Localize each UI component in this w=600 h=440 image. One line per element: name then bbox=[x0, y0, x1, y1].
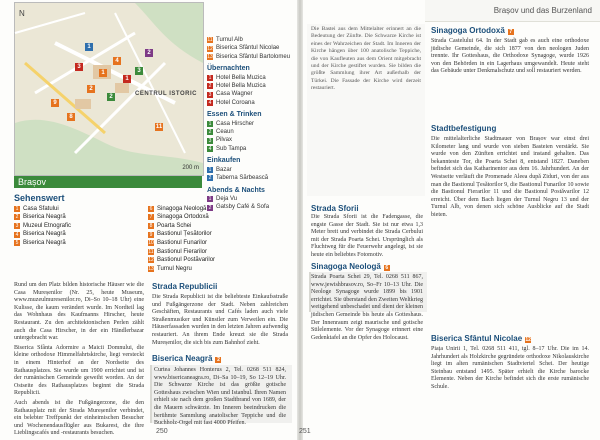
legend-item bbox=[207, 145, 293, 153]
legend-night-heading: Abends & Nachts bbox=[207, 186, 265, 194]
legend-label: Biserica Sfântul Bartolomeu bbox=[216, 53, 291, 60]
legend-item bbox=[207, 136, 293, 144]
heading-biserica-sfantul-nicolae bbox=[431, 334, 531, 343]
map-number-badge: 7 bbox=[149, 214, 153, 221]
sight-item bbox=[148, 205, 268, 214]
legend-label: Sub Tampa bbox=[216, 145, 247, 152]
map-number-badge: 2 bbox=[208, 175, 212, 182]
sight-item bbox=[148, 213, 268, 222]
map-drawing bbox=[15, 3, 203, 175]
sights-column-1 bbox=[14, 205, 134, 274]
legend-item bbox=[207, 99, 293, 107]
text-sinagoga-neologa: Strada Poarta Schei 29, Tel. 0268 511 867, www.jewishbrasov.ro, So–Fr 10–13 Uhr. Die Neologe Synagoge wurde 1899 bis 1901 errichtet. Sie überstand den Zweiten Weltkrieg weitgehend unbeschadet und dient der kleinen jüdischen Gemeinde bis heute als Gotteshaus. Der Innenraum zeigt maurische und gotische Stilelemente. Vor der Synagoge erinnert eine Gedenktafel an die Opfer des Holocaust. bbox=[311, 274, 423, 341]
map-number-badge: 2 bbox=[217, 357, 220, 363]
legend-item bbox=[207, 44, 293, 52]
sight-item bbox=[14, 205, 134, 214]
sight-item bbox=[14, 222, 134, 231]
map-number-badge: 3 bbox=[15, 223, 19, 230]
legend-label: Biserica Neagră bbox=[23, 231, 66, 238]
map-number-badge: 1 bbox=[208, 120, 212, 127]
map-number-badge: 1 bbox=[15, 205, 19, 212]
legend-label: Hotel Coroana bbox=[216, 99, 255, 106]
map-number-badge: 6 bbox=[149, 205, 153, 212]
legend-sights-list bbox=[207, 36, 293, 61]
legend-label: Casa Hirscher bbox=[216, 120, 255, 127]
heading-biserica-neagra bbox=[152, 354, 221, 363]
map-legend bbox=[207, 36, 293, 212]
heading-text: Biserica Sfântul Nicolae bbox=[431, 334, 523, 343]
text-biserica-neagra: Curtea Johannes Honterus 2, Tel. 0268 511 824, www.bisericaneagra.ro, Di–Sa 10–19, So 12–19 Uhr. Die Schwarze Kirche ist das größte gotische Gotteshaus zwischen Wien und Istanbul. Ihren Namen erhielt sie nach dem großen Stadtbrand von 1689, der die Mauern schwärzte. Im Inneren beeindrucken die berühmte Sammlung anatolischer Teppiche und die Buchholz-Orgel mit fast 4000 Pfeifen. bbox=[154, 367, 286, 427]
legend-shop-list bbox=[207, 166, 293, 183]
sight-item bbox=[148, 239, 268, 248]
legend-label: Hotel Bella Muzica bbox=[216, 74, 266, 81]
map-number-badge: 1 bbox=[208, 196, 212, 203]
legend-item bbox=[207, 36, 293, 44]
running-head: Brașov und das Burzenland bbox=[425, 0, 600, 22]
legend-label: Bastionul Fierarilor bbox=[157, 248, 208, 255]
page-number-left: 250 bbox=[156, 428, 168, 435]
map-number-badge: 7 bbox=[509, 29, 513, 35]
legend-sleep-heading: Übernachten bbox=[207, 65, 250, 73]
legend-label: Biserica Neagră bbox=[23, 239, 66, 246]
legend-label: Biserica Neagră bbox=[23, 214, 66, 221]
legend-label: Turnul Alb bbox=[216, 37, 243, 43]
legend-sleep-list bbox=[207, 74, 293, 108]
map-number-badge: 2 bbox=[15, 214, 19, 221]
map-number-badge: 13 bbox=[148, 266, 154, 273]
map-number-badge: 9 bbox=[149, 231, 153, 238]
heading-text: Biserica Neagră bbox=[152, 354, 213, 363]
map-pin: 2 bbox=[145, 49, 153, 57]
heading-sinagoga-neologa bbox=[311, 262, 390, 271]
map-number-badge: 3 bbox=[208, 91, 212, 98]
map-number-badge: 4 bbox=[15, 231, 19, 238]
map-pin: 3 bbox=[75, 63, 83, 71]
heading-text: Sinagoga Neologă bbox=[311, 262, 381, 271]
map-number-badge: 10 bbox=[148, 240, 154, 247]
sights-heading: Sehenswert bbox=[14, 193, 65, 203]
map-pin: 8 bbox=[67, 113, 75, 121]
map-number-badge: 11 bbox=[207, 37, 213, 44]
map-number-badge: 11 bbox=[148, 248, 154, 255]
page-number-right: 251 bbox=[299, 428, 311, 435]
map-number-badge: 13 bbox=[207, 54, 213, 61]
legend-label: Bastionul Funarilor bbox=[157, 239, 208, 246]
text-sinagoga-ortodoxa: Strada Castelului 64. In der Stadt gab es auch eine orthodoxe jüdische Gemeinde, die sich 1877 von den neologen Juden trennte. Ihr Gotteshaus, die Orthodoxe Synagoge, wurde 1926 von den Behörden in ein Lagerhaus umgewandelt. Heute steht das Gebäude unter Denkmalschutz und soll restauriert werden. bbox=[431, 38, 589, 75]
map-number-badge: 12 bbox=[525, 337, 531, 343]
heading-text: Sinagoga Ortodoxă bbox=[431, 26, 505, 35]
map-pin: 2 bbox=[87, 85, 95, 93]
map-scale: 200 m bbox=[182, 165, 199, 171]
sight-item bbox=[14, 239, 134, 248]
map-number-badge: 4 bbox=[208, 100, 212, 107]
map-district-label: CENTRUL ISTORIC bbox=[135, 91, 197, 97]
heading-strada-republicii: Strada Republicii bbox=[152, 282, 218, 291]
legend-label: Sinagoga Ortodoxă bbox=[157, 214, 209, 221]
map-number-badge: 3 bbox=[208, 137, 212, 144]
legend-label: Poarta Schei bbox=[157, 222, 192, 229]
paragraph: Auch abends ist die Fußgängerzone, die den Rathausplatz mit der Strada Mureșenilor verbindet, ein belebter Treffpunkt der einheimischen Besucher und Wochenendausflügler aus Bukarest, die ihre Lieblingscafés und -restaurants besuchen. bbox=[14, 399, 144, 437]
paragraph: Biserica Sfânta Adormire a Maicii Domnului, die kleine orthodoxe Himmelfahrtskirche, liegt versteckt in einem Hinterhof an der Nordseite des Rathausplatzes. Sie wurde um 1900 errichtet und ist der rumänischen Gemeinde geweiht worden. An der Ostseite des Rathausplatzes beginnt die Strada Republicii. bbox=[14, 344, 144, 397]
text-stadtbefestigung: Die mittelalterliche Stadtmauer von Brașov war einst drei Kilometer lang und wurde von sieben Basteien verstärkt. Sie wurde von den Zünften errichtet und instand gehalten. Das bekannteste Tor, die Poarta Schei 8, entstand 1827. Daneben befindet sich das Katharinentor aus dem 16. Jahrhundert. An der Westseite verläuft die Promenade Aleea după Ziduri, von der aus man die Bastionul Țesătorilor 9, die Bastionul Funarilor 10 sowie die Bastionul Fierarilor 11 und die Bastionul Postăvarilor 12 erreicht. Über dem Bach liegen der Turnul Negru 13 und der Turnul Alb, von denen sich schöne Ausblicke auf die Stadt bieten. bbox=[431, 136, 589, 218]
map-number-badge: 2 bbox=[208, 129, 212, 136]
map-pin: 1 bbox=[85, 43, 93, 51]
sight-item bbox=[148, 230, 268, 239]
map-number-badge: 4 bbox=[208, 146, 212, 153]
map-compass: N bbox=[19, 9, 25, 18]
map-number-badge: 6 bbox=[385, 265, 389, 271]
legend-label: Bastionul Țesătorilor bbox=[157, 231, 212, 238]
left-page bbox=[0, 0, 297, 440]
legend-label: Casa Sfatului bbox=[23, 205, 59, 212]
legend-label: Biserica Sfântul Nicolae bbox=[216, 45, 280, 52]
map-pin: 11 bbox=[155, 124, 163, 130]
legend-item bbox=[207, 90, 293, 98]
sight-item bbox=[148, 256, 268, 265]
legend-item bbox=[207, 120, 293, 128]
legend-item bbox=[207, 128, 293, 136]
legend-label: Sinagoga Neologă bbox=[157, 205, 207, 212]
legend-eat-heading: Essen & Trinken bbox=[207, 111, 262, 119]
heading-strada-sforii: Strada Sforii bbox=[311, 204, 359, 213]
map-pin: 4 bbox=[113, 57, 121, 65]
legend-label: Hotel Bella Muzica bbox=[216, 83, 266, 90]
map-pin: 1 bbox=[99, 69, 107, 77]
map-number-badge: 1 bbox=[208, 166, 212, 173]
legend-item bbox=[207, 53, 293, 61]
legend-label: Gatsby Café & Sofa bbox=[216, 204, 270, 211]
right-page bbox=[299, 0, 600, 440]
legend-label: Bastionul Postăvarilor bbox=[157, 257, 216, 264]
map-number-badge: 1 bbox=[208, 74, 212, 81]
photo-caption: Die Bastei aus dem Mittelalter erinnert an die Bedeutung der Zünfte. Die Schwarze Kirche ist eines der Wahrzeichen der Stadt. Im Inneren der Kirche hängen über 100 anatolische Teppiche, die von Kaufleuten aus dem Orient mitgebracht und der Kirche gestiftet wurden. Sie bilden die größte Sammlung ihrer Art außerhalb der Türkei. Die Fassade der Kirche wird derzeit restauriert. bbox=[311, 26, 421, 92]
sight-item bbox=[148, 248, 268, 257]
legend-item bbox=[207, 166, 293, 174]
legend-label: Casa Wagner bbox=[216, 91, 253, 98]
map-number-badge: 12 bbox=[207, 45, 213, 52]
sight-item bbox=[14, 230, 134, 239]
map-pin: 1 bbox=[123, 75, 131, 83]
legend-shop-heading: Einkaufen bbox=[207, 157, 241, 165]
legend-item bbox=[207, 74, 293, 82]
map-number-badge: 2 bbox=[208, 83, 212, 90]
sight-item bbox=[148, 265, 268, 274]
sights-column-2 bbox=[148, 205, 268, 274]
sights-key bbox=[14, 194, 286, 273]
legend-label: Turnul Negru bbox=[157, 265, 192, 272]
text-strada-sforii: Die Strada Sforii ist die Fadengasse, die engste Gasse der Stadt. Sie ist nur etwa 1,3 Meter breit und verbindet die Strada Cerbului mit der Strada Poarta Schei. Ursprünglich als Fluchtweg für die Feuerwehr angelegt, ist sie heute ein beliebtes Fotomotiv. bbox=[311, 214, 423, 258]
paragraph: Rund um den Platz bilden historische Häuser wie die Casa Mureșenilor (Nr. 25, heute Museum, www.muzeulmuresenilor.ro, Di–So 10–18 Uhr) eine Kulisse, die kaum verändert wurde. Im Nordteil lag das Wohnhaus des Kaufmanns Hirscher, heute Restaurant. Zu den architektonischen Perlen zählt auch die Casa Hirscher, in der ein Händlerbazar untergebracht war. bbox=[14, 282, 144, 342]
map-number-badge: 5 bbox=[15, 240, 19, 247]
map-pin: 2 bbox=[107, 93, 115, 101]
heading-sinagoga-ortodoxa bbox=[431, 26, 514, 35]
legend-label: Pilvax bbox=[216, 137, 233, 144]
sight-item bbox=[148, 222, 268, 231]
legend-eat-list bbox=[207, 120, 293, 154]
map-number-badge: 12 bbox=[148, 257, 154, 264]
map-pin: 9 bbox=[51, 99, 59, 107]
text-strada-republicii: Die Strada Republicii ist die beliebteste Einkaufsstraße und Fußgängerzone der Stadt. Neben zahlreichen Geschäften, Restaurants und Cafés laden auch viele Straßenmusiker und Künstler zum Verweilen ein. Die Häuserfassaden wurden in den letzten Jahren aufwendig restauriert. An ihrem Ende kreuzt sie die Strada Mureșenilor, die sich bis zum Bahnhof zieht. bbox=[152, 294, 288, 346]
city-map bbox=[14, 2, 204, 176]
legend-label: Deja Vu bbox=[216, 195, 238, 202]
sight-item bbox=[14, 213, 134, 222]
legend-item bbox=[207, 174, 293, 182]
legend-label: Bazar bbox=[216, 166, 232, 173]
map-pin: 3 bbox=[135, 67, 143, 75]
map-number-badge: 8 bbox=[149, 223, 153, 230]
legend-label: Taberna Sărbească bbox=[216, 175, 269, 182]
legend-label: Ceaun bbox=[216, 129, 234, 136]
left-column-a bbox=[14, 282, 144, 440]
city-title-bar: Brașov bbox=[14, 176, 202, 188]
heading-stadtbefestigung: Stadtbefestigung bbox=[431, 124, 497, 133]
legend-label: Muzeul Etnografic bbox=[23, 222, 72, 229]
legend-item bbox=[207, 82, 293, 90]
map-number-badge: 2 bbox=[208, 204, 212, 211]
text-biserica-sfantul-nicolae: Piața Unirii 1, Tel. 0268 511 411, tgl. 8–17 Uhr. Die im 14. Jahrhundert als Holzkirche gegründete orthodoxe Nikolauskirche liegt im alten rumänischen Stadtviertel Schei. Der heutige Steinbau entstand 1495. Später erhielt die Kirche barocke Elemente. Neben der Kirche befindet sich die erste rumänische Schule. bbox=[431, 346, 589, 390]
